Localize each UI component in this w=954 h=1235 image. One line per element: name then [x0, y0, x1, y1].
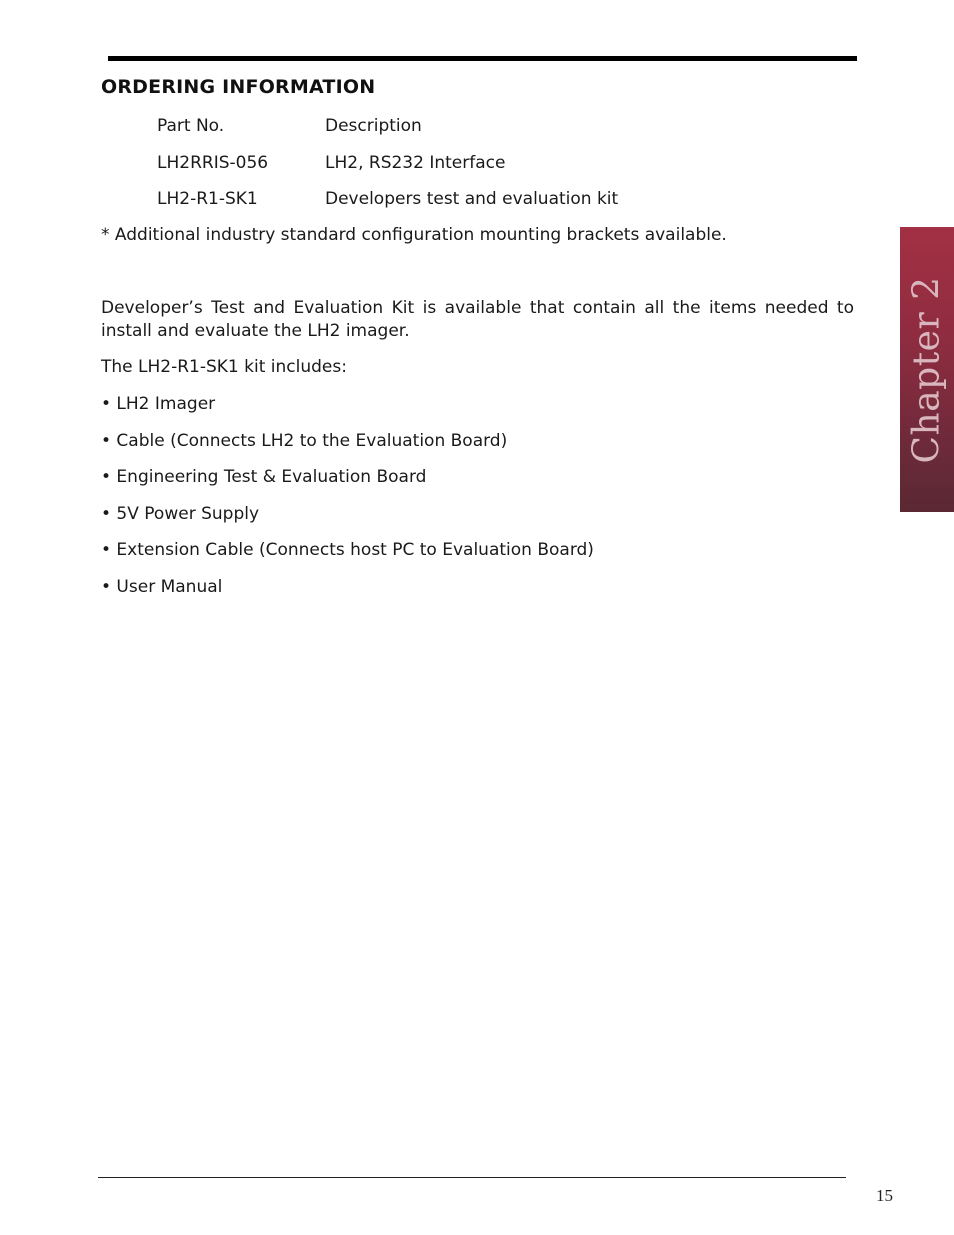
top-rule: [108, 56, 857, 61]
list-item: • Extension Cable (Connects host PC to Evaluation Board): [101, 540, 594, 560]
part-number-cell: LH2-R1-SK1: [157, 189, 258, 209]
kit-intro-paragraph: Developer’s Test and Evaluation Kit is available that contain all the items needed to install and evaluate the LH2 imager.: [101, 298, 854, 341]
description-cell: LH2, RS232 Interface: [325, 152, 506, 173]
section-heading: ORDERING INFORMATION: [101, 76, 376, 98]
list-item: • LH2 Imager: [101, 394, 216, 414]
column-header-description: Description: [325, 116, 422, 136]
list-item: • Cable (Connects LH2 to the Evaluation Board): [101, 430, 508, 451]
brackets-note: * Additional industry standard configuration mounting brackets available.: [101, 225, 727, 245]
list-item: • User Manual: [101, 576, 223, 597]
chapter-tab: [900, 227, 954, 512]
kit-includes-label: The LH2-R1-SK1 kit includes:: [101, 357, 347, 377]
list-item: • Engineering Test & Evaluation Board: [101, 467, 427, 487]
page-number: 15: [876, 1186, 893, 1205]
column-header-part-no: Part No.: [157, 116, 225, 136]
description-cell: Developers test and evaluation kit: [325, 189, 619, 209]
chapter-tab-label: Chapter 2: [906, 275, 948, 464]
part-number-cell: LH2RRIS-056: [157, 152, 269, 173]
footer-rule: [98, 1177, 846, 1178]
kit-items-list: [101, 394, 594, 613]
list-item: • 5V Power Supply: [101, 503, 260, 524]
